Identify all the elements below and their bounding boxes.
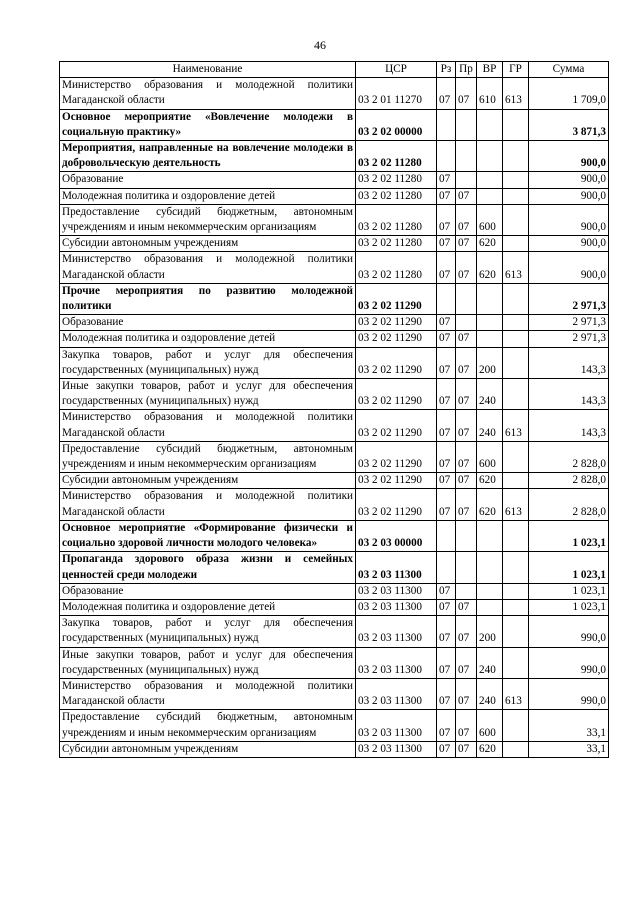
cell-gr <box>503 552 529 583</box>
cell-sum: 1 023,1 <box>529 583 609 599</box>
cell-rz: 07 <box>437 347 456 378</box>
cell-vr <box>477 109 503 140</box>
cell-pr: 07 <box>456 331 477 347</box>
cell-name: Иные закупки товаров, работ и услуг для обеспечения государственных (муниципальных) нужд <box>60 647 356 678</box>
cell-name: Министерство образования и молодежной политики Магаданской области <box>60 678 356 709</box>
cell-vr <box>477 141 503 172</box>
cell-name: Министерство образования и молодежной политики Магаданской области <box>60 78 356 109</box>
cell-rz: 07 <box>437 252 456 283</box>
table-row <box>60 204 609 235</box>
cell-vr <box>477 552 503 583</box>
table-body <box>60 78 609 758</box>
cell-gr <box>503 331 529 347</box>
cell-gr <box>503 616 529 647</box>
table-row <box>60 315 609 331</box>
cell-csr: 03 2 02 11290 <box>356 347 437 378</box>
cell-csr: 03 2 03 11300 <box>356 583 437 599</box>
cell-gr <box>503 141 529 172</box>
table-row <box>60 252 609 283</box>
cell-vr <box>477 599 503 615</box>
table-row <box>60 236 609 252</box>
cell-sum: 1 709,0 <box>529 78 609 109</box>
cell-sum: 990,0 <box>529 616 609 647</box>
column-header-sum: Сумма <box>529 62 609 78</box>
column-header-csr: ЦСР <box>356 62 437 78</box>
cell-csr: 03 2 02 11290 <box>356 410 437 441</box>
cell-pr: 07 <box>456 236 477 252</box>
cell-sum: 900,0 <box>529 172 609 188</box>
cell-gr <box>503 379 529 410</box>
cell-pr: 07 <box>456 347 477 378</box>
table-row <box>60 489 609 520</box>
table-row <box>60 441 609 472</box>
cell-sum: 1 023,1 <box>529 520 609 551</box>
cell-sum: 2 971,3 <box>529 331 609 347</box>
cell-pr: 07 <box>456 741 477 757</box>
cell-gr: 613 <box>503 252 529 283</box>
cell-sum: 2 828,0 <box>529 473 609 489</box>
cell-name: Пропаганда здорового образа жизни и семейных ценностей среди молодежи <box>60 552 356 583</box>
cell-pr: 07 <box>456 441 477 472</box>
cell-gr: 613 <box>503 678 529 709</box>
cell-csr: 03 2 02 00000 <box>356 109 437 140</box>
cell-pr: 07 <box>456 473 477 489</box>
cell-rz: 07 <box>437 647 456 678</box>
cell-pr: 07 <box>456 599 477 615</box>
cell-name: Субсидии автономным учреждениям <box>60 473 356 489</box>
cell-vr: 240 <box>477 678 503 709</box>
cell-rz: 07 <box>437 410 456 441</box>
cell-vr <box>477 583 503 599</box>
table-row <box>60 188 609 204</box>
cell-pr: 07 <box>456 616 477 647</box>
cell-name: Образование <box>60 172 356 188</box>
cell-csr: 03 2 02 11290 <box>356 473 437 489</box>
cell-name: Основное мероприятие «Формирование физически и социально здоровой личности молодого человека» <box>60 520 356 551</box>
table-row <box>60 172 609 188</box>
cell-rz: 07 <box>437 78 456 109</box>
cell-gr <box>503 283 529 314</box>
cell-pr <box>456 172 477 188</box>
cell-gr <box>503 315 529 331</box>
cell-pr <box>456 552 477 583</box>
table-row <box>60 141 609 172</box>
cell-pr: 07 <box>456 252 477 283</box>
table-row <box>60 78 609 109</box>
cell-gr: 613 <box>503 489 529 520</box>
cell-gr <box>503 583 529 599</box>
cell-vr <box>477 188 503 204</box>
cell-csr: 03 2 01 11270 <box>356 78 437 109</box>
cell-rz: 07 <box>437 236 456 252</box>
cell-pr: 07 <box>456 710 477 741</box>
cell-vr: 240 <box>477 379 503 410</box>
column-header-rz: Рз <box>437 62 456 78</box>
table-row <box>60 473 609 489</box>
cell-pr: 07 <box>456 678 477 709</box>
cell-pr <box>456 583 477 599</box>
cell-rz: 07 <box>437 379 456 410</box>
cell-sum: 143,3 <box>529 410 609 441</box>
table-row <box>60 678 609 709</box>
cell-rz <box>437 109 456 140</box>
column-header-gr: ГР <box>503 62 529 78</box>
cell-csr: 03 2 03 11300 <box>356 741 437 757</box>
cell-vr: 620 <box>477 473 503 489</box>
table-row <box>60 741 609 757</box>
column-header-pr: Пр <box>456 62 477 78</box>
column-header-name: Наименование <box>60 62 356 78</box>
page-number: 46 <box>314 38 326 52</box>
table-row <box>60 283 609 314</box>
cell-csr: 03 2 03 11300 <box>356 710 437 741</box>
cell-gr <box>503 710 529 741</box>
cell-sum: 2 828,0 <box>529 441 609 472</box>
cell-gr: 613 <box>503 410 529 441</box>
column-header-vr: ВР <box>477 62 503 78</box>
cell-pr: 07 <box>456 188 477 204</box>
cell-pr: 07 <box>456 647 477 678</box>
cell-rz: 07 <box>437 172 456 188</box>
cell-rz: 07 <box>437 741 456 757</box>
cell-csr: 03 2 02 11280 <box>356 172 437 188</box>
table-row <box>60 520 609 551</box>
cell-csr: 03 2 03 11300 <box>356 647 437 678</box>
cell-name: Предоставление субсидий бюджетным, автономным учреждениям и иным некоммерческим организациям <box>60 441 356 472</box>
cell-sum: 143,3 <box>529 379 609 410</box>
cell-csr: 03 2 02 11290 <box>356 441 437 472</box>
cell-name: Образование <box>60 315 356 331</box>
cell-name: Министерство образования и молодежной политики Магаданской области <box>60 252 356 283</box>
cell-gr <box>503 109 529 140</box>
cell-csr: 03 2 02 11280 <box>356 252 437 283</box>
cell-vr: 200 <box>477 616 503 647</box>
header-row <box>60 62 609 78</box>
cell-vr <box>477 520 503 551</box>
table-row <box>60 347 609 378</box>
table-row <box>60 410 609 441</box>
cell-csr: 03 2 02 11290 <box>356 379 437 410</box>
cell-rz: 07 <box>437 204 456 235</box>
cell-rz: 07 <box>437 599 456 615</box>
cell-rz: 07 <box>437 710 456 741</box>
cell-name: Закупка товаров, работ и услуг для обеспечения государственных (муниципальных) нужд <box>60 347 356 378</box>
cell-rz: 07 <box>437 441 456 472</box>
cell-sum: 2 971,3 <box>529 315 609 331</box>
cell-gr <box>503 599 529 615</box>
cell-csr: 03 2 02 11290 <box>356 331 437 347</box>
cell-sum: 1 023,1 <box>529 599 609 615</box>
cell-csr: 03 2 02 11280 <box>356 204 437 235</box>
cell-name: Молодежная политика и оздоровление детей <box>60 331 356 347</box>
cell-gr <box>503 647 529 678</box>
cell-pr <box>456 109 477 140</box>
cell-sum: 33,1 <box>529 741 609 757</box>
cell-vr: 200 <box>477 347 503 378</box>
cell-pr: 07 <box>456 379 477 410</box>
cell-pr <box>456 141 477 172</box>
cell-name: Иные закупки товаров, работ и услуг для обеспечения государственных (муниципальных) нужд <box>60 379 356 410</box>
cell-name: Субсидии автономным учреждениям <box>60 741 356 757</box>
table-row <box>60 379 609 410</box>
cell-sum: 900,0 <box>529 204 609 235</box>
cell-csr: 03 2 03 11300 <box>356 678 437 709</box>
cell-sum: 1 023,1 <box>529 552 609 583</box>
cell-name: Прочие мероприятия по развитию молодежной политики <box>60 283 356 314</box>
cell-gr <box>503 473 529 489</box>
cell-pr <box>456 283 477 314</box>
cell-sum: 900,0 <box>529 188 609 204</box>
cell-gr <box>503 172 529 188</box>
cell-vr: 620 <box>477 236 503 252</box>
table-row <box>60 647 609 678</box>
cell-rz <box>437 520 456 551</box>
cell-csr: 03 2 03 11300 <box>356 552 437 583</box>
cell-csr: 03 2 02 11280 <box>356 236 437 252</box>
cell-name: Субсидии автономным учреждениям <box>60 236 356 252</box>
cell-sum: 2 971,3 <box>529 283 609 314</box>
cell-csr: 03 2 02 11280 <box>356 141 437 172</box>
cell-gr <box>503 520 529 551</box>
cell-csr: 03 2 03 00000 <box>356 520 437 551</box>
cell-vr <box>477 315 503 331</box>
cell-vr <box>477 331 503 347</box>
cell-sum: 900,0 <box>529 252 609 283</box>
cell-rz: 07 <box>437 331 456 347</box>
cell-rz: 07 <box>437 616 456 647</box>
cell-name: Министерство образования и молодежной политики Магаданской области <box>60 489 356 520</box>
cell-vr <box>477 283 503 314</box>
table-row <box>60 599 609 615</box>
cell-sum: 3 871,3 <box>529 109 609 140</box>
cell-name: Молодежная политика и оздоровление детей <box>60 599 356 615</box>
cell-vr: 620 <box>477 741 503 757</box>
cell-name: Образование <box>60 583 356 599</box>
cell-vr: 610 <box>477 78 503 109</box>
cell-sum: 143,3 <box>529 347 609 378</box>
cell-rz: 07 <box>437 188 456 204</box>
cell-rz <box>437 552 456 583</box>
cell-name: Предоставление субсидий бюджетным, автономным учреждениям и иным некоммерческим организациям <box>60 204 356 235</box>
cell-sum: 2 828,0 <box>529 489 609 520</box>
cell-name: Предоставление субсидий бюджетным, автономным учреждениям и иным некоммерческим организациям <box>60 710 356 741</box>
table-row <box>60 616 609 647</box>
cell-vr: 600 <box>477 204 503 235</box>
cell-pr <box>456 315 477 331</box>
cell-sum: 990,0 <box>529 647 609 678</box>
cell-gr <box>503 347 529 378</box>
cell-sum: 33,1 <box>529 710 609 741</box>
cell-csr: 03 2 03 11300 <box>356 599 437 615</box>
table-row <box>60 331 609 347</box>
cell-vr <box>477 172 503 188</box>
cell-gr <box>503 236 529 252</box>
cell-name: Основное мероприятие «Вовлечение молодежи в социальную практику» <box>60 109 356 140</box>
cell-pr: 07 <box>456 204 477 235</box>
cell-gr <box>503 441 529 472</box>
cell-vr: 240 <box>477 410 503 441</box>
cell-rz: 07 <box>437 583 456 599</box>
table-row <box>60 710 609 741</box>
cell-name: Министерство образования и молодежной политики Магаданской области <box>60 410 356 441</box>
cell-gr <box>503 204 529 235</box>
cell-csr: 03 2 02 11280 <box>356 188 437 204</box>
cell-vr: 620 <box>477 489 503 520</box>
cell-name: Молодежная политика и оздоровление детей <box>60 188 356 204</box>
cell-vr: 600 <box>477 710 503 741</box>
budget-table <box>59 61 609 758</box>
table-row <box>60 109 609 140</box>
cell-csr: 03 2 02 11290 <box>356 315 437 331</box>
cell-rz <box>437 141 456 172</box>
cell-pr <box>456 520 477 551</box>
cell-vr: 240 <box>477 647 503 678</box>
cell-rz: 07 <box>437 473 456 489</box>
cell-gr <box>503 188 529 204</box>
table-row <box>60 552 609 583</box>
cell-rz: 07 <box>437 489 456 520</box>
cell-vr: 620 <box>477 252 503 283</box>
cell-rz: 07 <box>437 315 456 331</box>
cell-csr: 03 2 02 11290 <box>356 283 437 314</box>
cell-vr: 600 <box>477 441 503 472</box>
cell-gr: 613 <box>503 78 529 109</box>
cell-sum: 900,0 <box>529 141 609 172</box>
cell-sum: 900,0 <box>529 236 609 252</box>
cell-name: Закупка товаров, работ и услуг для обеспечения государственных (муниципальных) нужд <box>60 616 356 647</box>
cell-rz <box>437 283 456 314</box>
cell-pr: 07 <box>456 78 477 109</box>
cell-name: Мероприятия, направленные на вовлечение молодежи в добровольческую деятельность <box>60 141 356 172</box>
cell-sum: 990,0 <box>529 678 609 709</box>
cell-gr <box>503 741 529 757</box>
cell-pr: 07 <box>456 489 477 520</box>
cell-pr: 07 <box>456 410 477 441</box>
cell-csr: 03 2 03 11300 <box>356 616 437 647</box>
table-row <box>60 583 609 599</box>
cell-csr: 03 2 02 11290 <box>356 489 437 520</box>
cell-rz: 07 <box>437 678 456 709</box>
